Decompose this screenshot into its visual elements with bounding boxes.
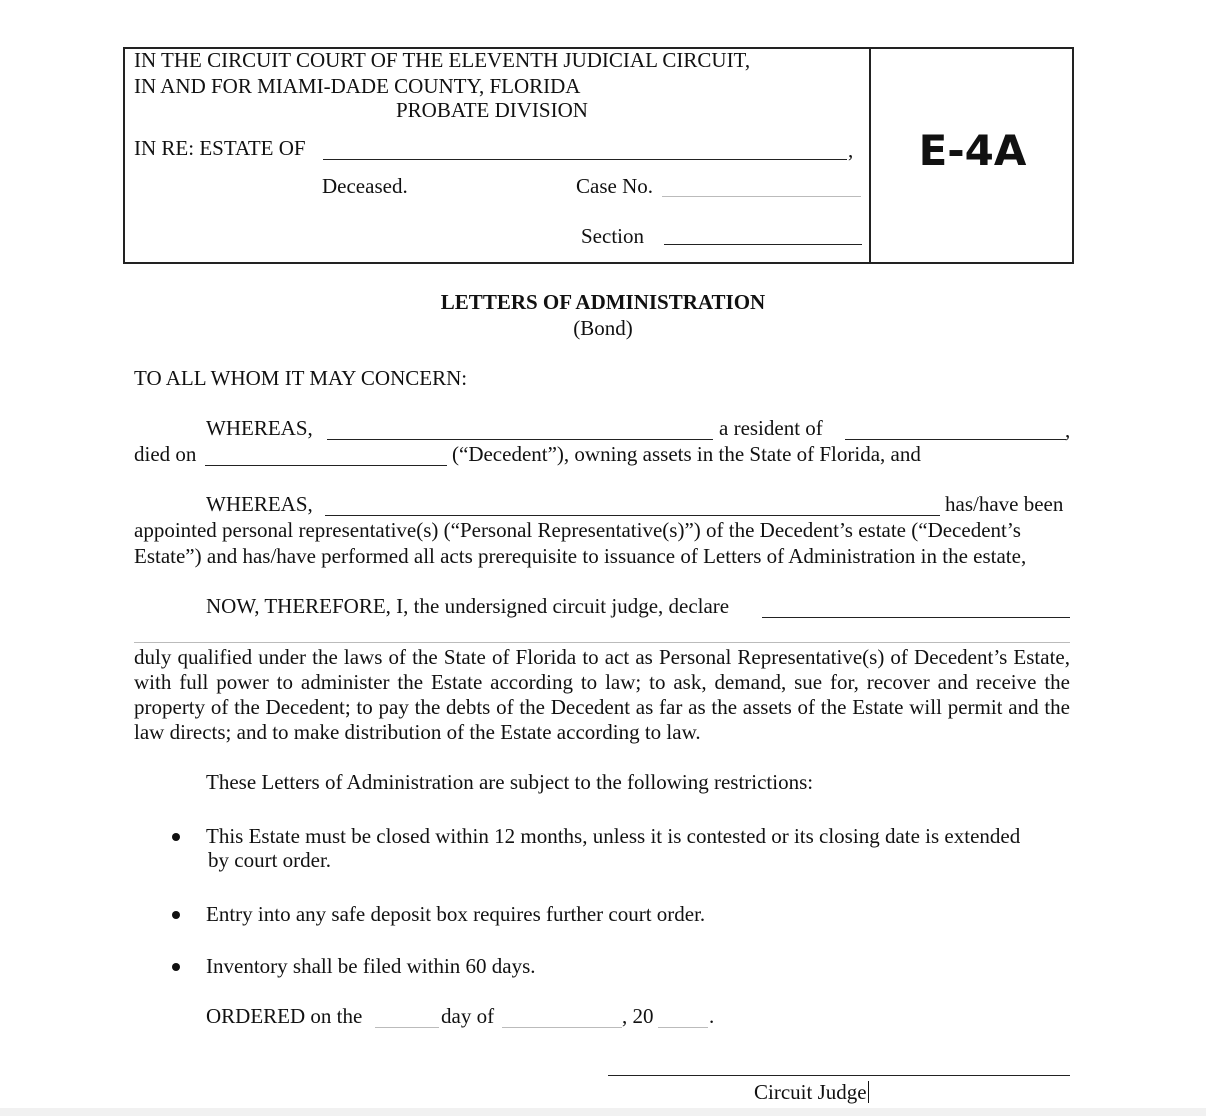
- signature-label-wrap: [754, 1080, 869, 1105]
- restriction-1-line-2: by court order.: [208, 848, 332, 872]
- restriction-2: Entry into any safe deposit box requires further court order.: [206, 902, 706, 926]
- order-year-field[interactable]: [658, 1027, 708, 1028]
- restriction-3: Inventory shall be filed within 60 days.: [206, 954, 536, 978]
- estate-name-field[interactable]: [323, 159, 847, 160]
- judge-signature-field[interactable]: [608, 1075, 1070, 1076]
- decedent-name-field[interactable]: [327, 439, 713, 440]
- deceased-label: Deceased.: [322, 174, 408, 198]
- declared-representative-field-2[interactable]: [134, 642, 1070, 643]
- bullet-icon: [172, 911, 180, 919]
- duly-qualified-paragraph: duly qualified under the laws of the State of Florida to act as Personal Representative(s) of Decedent’s Estate, with full power to administer the Estate according to law; to ask, demand, sue for, recover and receive the property of the Decedent; to pay the debts of the Decedent as far as the assets of the Estate will permit and the law directs; and to make distribution of the Estate according to law.: [134, 645, 1070, 744]
- order-month-field[interactable]: [502, 1027, 622, 1028]
- appointed-line-2: Estate”) and has/have performed all acts prerequisite to issuance of Letters of Administration in the estate,: [134, 544, 1027, 568]
- appointed-line-1: appointed personal representative(s) (“Personal Representative(s)”) of the Decedent’s estate (“Decedent’s: [134, 518, 1021, 542]
- order-day-field[interactable]: [375, 1027, 439, 1028]
- ordered-on-label: ORDERED on the: [206, 1004, 363, 1028]
- restriction-1-line-1: This Estate must be closed within 12 months, unless it is contested or its closing date is extended: [206, 824, 1021, 848]
- text-cursor: [868, 1081, 869, 1103]
- form-code: E-4A: [918, 126, 1027, 175]
- now-therefore-text: NOW, THEREFORE, I, the undersigned circuit judge, declare: [206, 594, 730, 618]
- decedent-text: (“Decedent”), owning assets in the State of Florida, and: [452, 442, 921, 466]
- bullet-icon: [172, 833, 180, 841]
- bullet-icon: [172, 963, 180, 971]
- personal-representative-field[interactable]: [325, 515, 940, 516]
- division-label: PROBATE DIVISION: [396, 98, 588, 122]
- declared-representative-field[interactable]: [762, 617, 1070, 618]
- case-no-field[interactable]: [662, 196, 861, 197]
- ordered-period: .: [709, 1004, 715, 1028]
- document-subtitle: (Bond): [573, 316, 633, 340]
- whereas-1-label: WHEREAS,: [206, 416, 313, 440]
- court-line-2: IN AND FOR MIAMI-DADE COUNTY, FLORIDA: [134, 74, 581, 98]
- whereas-2-label: WHEREAS,: [206, 492, 313, 516]
- died-on-label: died on: [134, 442, 197, 466]
- case-no-label: Case No.: [576, 174, 653, 198]
- section-label: Section: [581, 224, 644, 248]
- restrictions-intro: These Letters of Administration are subject to the following restrictions:: [206, 770, 814, 794]
- residence-field[interactable]: [845, 439, 1066, 440]
- section-field[interactable]: [664, 244, 862, 245]
- page-bottom-edge: [0, 1108, 1206, 1116]
- document-title: LETTERS OF ADMINISTRATION: [440, 290, 766, 314]
- salutation: TO ALL WHOM IT MAY CONCERN:: [134, 366, 468, 390]
- date-of-death-field[interactable]: [205, 465, 447, 466]
- resident-label: a resident of: [719, 416, 823, 440]
- has-have-been: has/have been: [945, 492, 1064, 516]
- year-prefix: , 20: [622, 1004, 654, 1028]
- in-re-label: IN RE: ESTATE OF: [134, 136, 306, 160]
- signature-label: Circuit Judge: [754, 1080, 867, 1104]
- court-line-1: IN THE CIRCUIT COURT OF THE ELEVENTH JUDICIAL CIRCUIT,: [134, 48, 751, 72]
- whereas-1-comma: ,: [1065, 418, 1071, 442]
- in-re-comma: ,: [848, 138, 854, 162]
- day-of-label: day of: [441, 1004, 495, 1028]
